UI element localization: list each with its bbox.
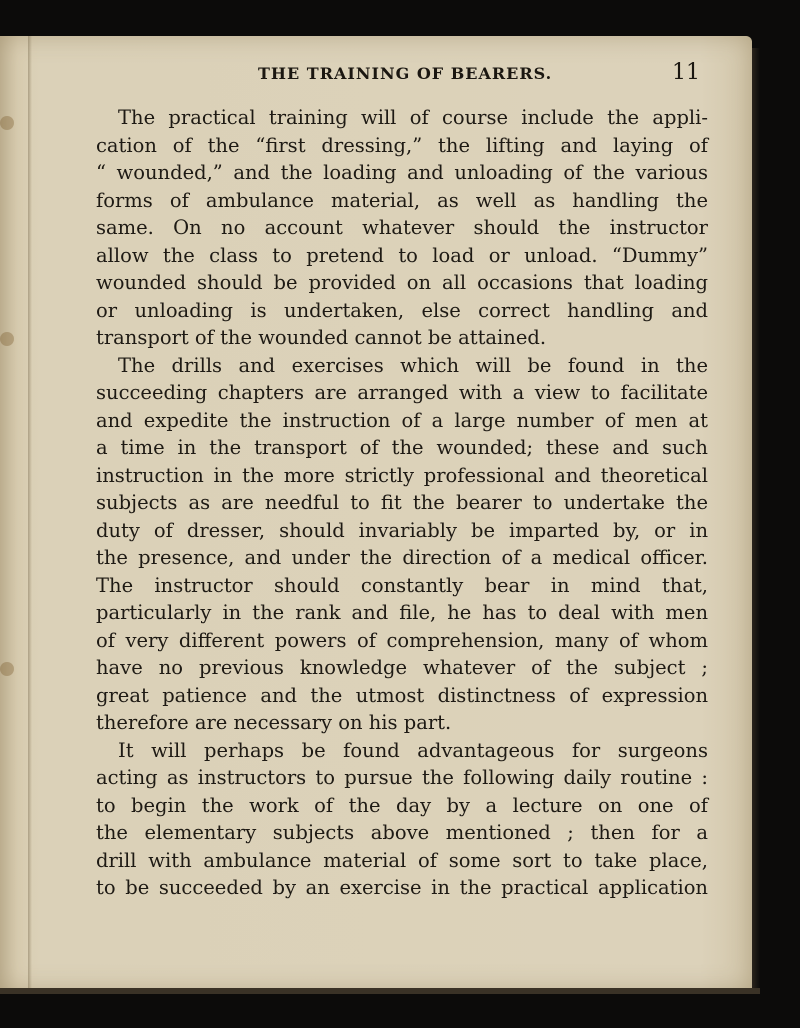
page-gutter: [28, 36, 32, 991]
page-number: 11: [672, 60, 700, 85]
text-line: instruction in the more strictly professional and theoretical: [96, 463, 708, 487]
text-line: transport of the wounded cannot be attained.: [96, 326, 547, 349]
margin-stain: [0, 662, 14, 676]
margin-stain: [0, 332, 14, 346]
page-edge-right: [752, 48, 760, 988]
text-line: acting as instructors to pursue the following daily routine :: [96, 766, 708, 789]
text-line: of very different powers of comprehension, many of whom: [96, 628, 708, 652]
text-line: great patience and the utmost distinctness of expression: [96, 683, 708, 707]
text-line: to begin the work of the day by a lecture on one of: [96, 793, 708, 817]
running-head: [0, 60, 752, 88]
text-line: duty of dresser, should invariably be imparted by, or in: [96, 518, 708, 542]
page-edge-bottom: [0, 988, 760, 994]
text-line: succeeding chapters are arranged with a view to facilitate: [96, 381, 708, 404]
text-line: It will perhaps be found advantageous for surgeons: [118, 738, 708, 762]
text-line: drill with ambulance material of some sort to take place,: [96, 848, 708, 872]
text-line: or unloading is undertaken, else correct handling and: [96, 298, 708, 322]
text-line: the presence, and under the direction of a medical officer.: [96, 546, 708, 569]
text-line: allow the class to pretend to load or unload. “Dummy”: [96, 243, 708, 267]
text-line: wounded should be provided on all occasions that loading: [96, 271, 708, 294]
text-line: cation of the “first dressing,” the lifting and laying of: [96, 133, 708, 157]
text-line: “ wounded,” and the loading and unloading of the various: [96, 161, 708, 184]
text-line: subjects as are needful to fit the bearer to undertake the: [96, 491, 708, 514]
body-text: [96, 104, 708, 902]
running-head-title: THE TRAINING OF BEARERS.: [258, 64, 553, 83]
text-line: therefore are necessary on his part.: [96, 711, 452, 734]
text-line: have no previous knowledge whatever of the subject ;: [96, 656, 708, 679]
text-line: to be succeeded by an exercise in the practical application: [96, 876, 708, 899]
text-line: a time in the transport of the wounded; these and such: [96, 436, 708, 459]
margin-stain: [0, 116, 14, 130]
text-line: and expedite the instruction of a large number of men at: [96, 408, 708, 432]
text-line: The drills and exercises which will be found in the: [118, 353, 708, 377]
text-line: forms of ambulance material, as well as handling the: [96, 188, 708, 212]
text-line: same. On no account whatever should the instructor: [96, 216, 708, 239]
text-line: the elementary subjects above mentioned ; then for a: [96, 821, 708, 844]
text-line: The instructor should constantly bear in mind that,: [96, 573, 708, 597]
text-line: particularly in the rank and file, he has to deal with men: [96, 601, 708, 624]
text-line: The practical training will of course include the appli-: [118, 106, 708, 129]
